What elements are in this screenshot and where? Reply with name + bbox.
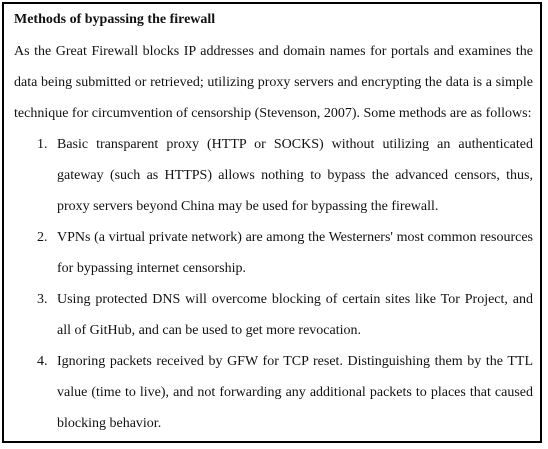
list-item-number: 1.	[37, 137, 48, 152]
document-body	[14, 10, 533, 439]
list-item-number: 2.	[37, 230, 48, 245]
list-item-text: Using protected DNS will overcome blocking of certain sites like Tor Project, and all of GitHub, and can be used to get more revocation.	[57, 292, 533, 338]
list-item	[14, 222, 533, 284]
list-item-text: Ignoring packets received by GFW for TCP reset. Distinguishing them by the TTL value (time to live), and not forwarding any additional packets to places that caused blocking behavior.	[57, 354, 533, 431]
document-frame	[2, 2, 542, 443]
list-item-number: 4.	[37, 354, 48, 369]
intro-paragraph: As the Great Firewall blocks IP addresses and domain names for portals and examines the data being submitted or retrieved; utilizing proxy servers and encrypting the data is a simple technique for circumvention of censorship (Stevenson, 2007). Some methods are as follows:	[14, 44, 533, 121]
list-item-text: VPNs (a virtual private network) are among the Westerners' most common resources for bypassing internet censorship.	[57, 230, 533, 276]
methods-list	[14, 129, 533, 439]
list-item	[14, 129, 533, 222]
list-item	[14, 284, 533, 346]
list-item-text: Basic transparent proxy (HTTP or SOCKS) without utilizing an authenticated gateway (such as HTTPS) allows nothing to bypass the advanced censors, thus, proxy servers beyond China may be used for bypassing the firewall.	[57, 137, 533, 214]
list-item-number: 3.	[37, 292, 48, 307]
list-item	[14, 346, 533, 439]
section-heading: Methods of bypassing the firewall	[14, 12, 216, 27]
